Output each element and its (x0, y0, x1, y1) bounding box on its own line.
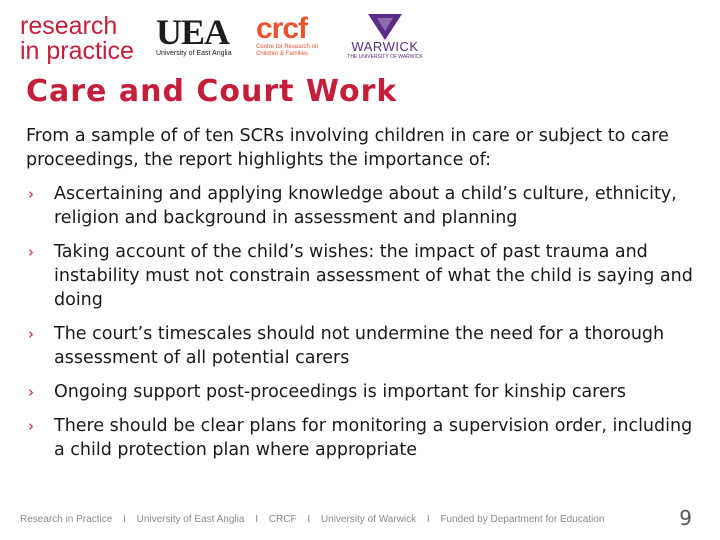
bullet-list (26, 182, 706, 472)
bullet-item (26, 322, 706, 370)
bullet-text: Taking account of the child’s wishes: the impact of past trauma and instability must not constrain assessment of what the child is saying and doing (54, 242, 693, 310)
footer-item: University of Warwick (320, 514, 417, 525)
crcf-logo-subtitle: Centre for Research on Children & Families (256, 44, 319, 57)
rip-logo-line2: in practice (20, 37, 134, 65)
slide-title: Care and Court Work (26, 74, 398, 109)
research-in-practice-logo (20, 14, 134, 64)
crcf-logo (256, 14, 336, 58)
bullet-item (26, 380, 706, 404)
rip-logo-line1: research (20, 12, 118, 40)
bullet-text: Ongoing support post-proceedings is important for kinship carers (54, 382, 627, 402)
footer-item: Research in Practice (20, 514, 113, 525)
warwick-logo (346, 14, 424, 60)
page-number: 9 (679, 506, 692, 530)
footer-separator: I (307, 514, 311, 525)
footer-separator: I (426, 514, 430, 525)
warwick-logo-subtitle: THE UNIVERSITY OF WARWICK (347, 54, 423, 60)
intro-paragraph: From a sample of of ten SCRs involving children in care or subject to care proceedings, the report highlights the importance of: (26, 126, 669, 170)
bullet-text: The court’s timescales should not undermine the need for a thorough assessment of all potential carers (54, 324, 665, 368)
crcf-logo-mark: crcf (256, 12, 308, 45)
bullet-marker-icon: › (28, 383, 34, 401)
uea-logo-subtitle: University of East Anglia (156, 50, 232, 57)
footer-item: Funded by Department for Education (440, 514, 605, 525)
bullet-marker-icon: › (28, 417, 34, 435)
footer-separator: I (255, 514, 258, 525)
footer-item: University of East Anglia (136, 514, 245, 525)
uea-logo (156, 14, 238, 66)
footer (20, 514, 604, 525)
footer-item: CRCF (268, 514, 297, 525)
bullet-item (26, 182, 706, 230)
bullet-marker-icon: › (28, 243, 34, 261)
bullet-item (26, 414, 706, 462)
warwick-crest-icon (368, 14, 402, 40)
logo-bar (0, 0, 720, 74)
warwick-logo-mark: WARWICK (351, 39, 419, 54)
bullet-marker-icon: › (28, 185, 34, 203)
footer-separator: I (123, 514, 126, 525)
bullet-marker-icon: › (28, 325, 34, 343)
bullet-item (26, 240, 706, 312)
bullet-text: Ascertaining and applying knowledge about a child’s culture, ethnicity, religion and background in assessment and planning (54, 184, 677, 228)
uea-logo-mark: UEA (156, 12, 230, 52)
bullet-text: There should be clear plans for monitoring a supervision order, including a child protection plan where appropriate (54, 416, 693, 460)
